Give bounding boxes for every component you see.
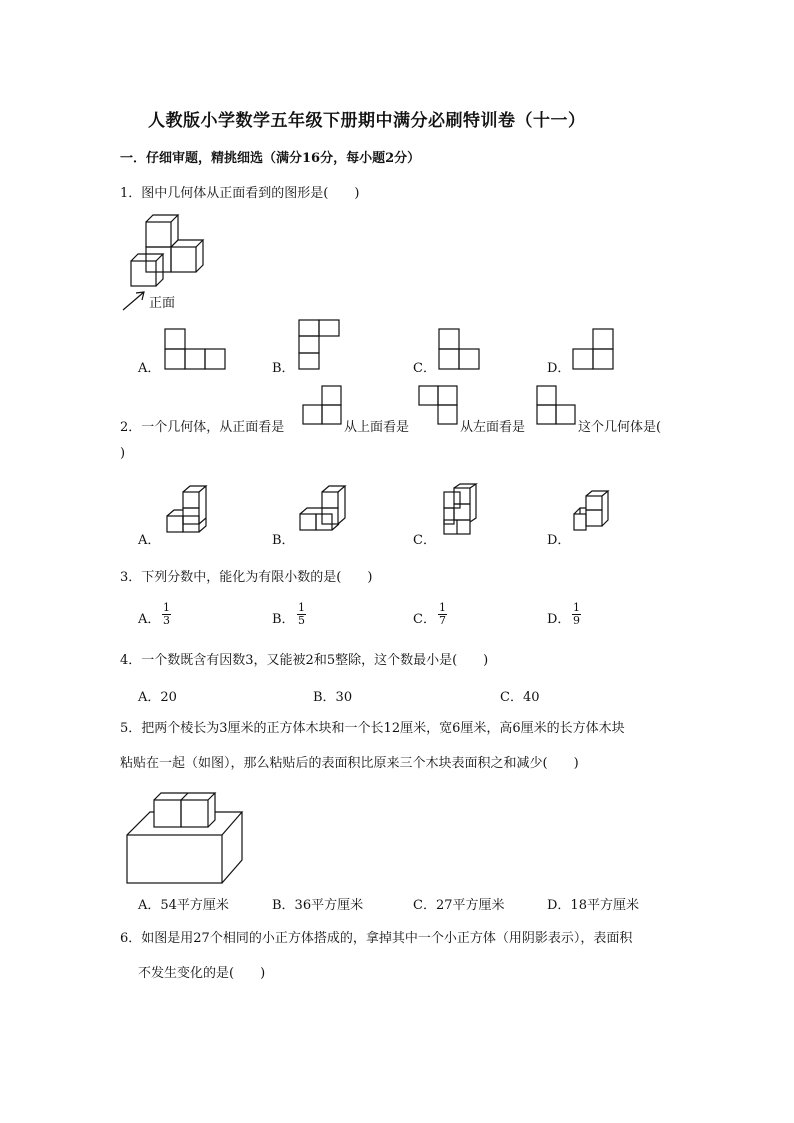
- q5-blocks-figure: [124, 790, 244, 886]
- q2-option-d[interactable]: D．: [547, 533, 571, 548]
- q2-option-c-figure: [438, 484, 483, 539]
- q4-option-c[interactable]: C．40: [500, 690, 540, 705]
- q5-option-b[interactable]: B．36平方厘米: [272, 898, 364, 913]
- page-title: 人教版小学数学五年级下册期中满分必刷特训卷（十一）: [148, 111, 586, 131]
- front-view-label: 正面: [149, 296, 176, 311]
- q1-option-c-figure: [439, 329, 481, 369]
- q3-option-b-fraction: $\frac{1}{5}$: [298, 601, 305, 627]
- question-1-text: 1．图中几何体从正面看到的图形是( ): [120, 186, 360, 201]
- question-6-line2: 不发生变化的是( ): [138, 966, 266, 981]
- q3-option-b[interactable]: B．: [272, 612, 295, 627]
- question-4-text: 4．一个数既含有因数3，又能被2和5整除，这个数最小是( ): [120, 653, 489, 668]
- q5-option-c[interactable]: C．27平方厘米: [413, 898, 505, 913]
- q2-option-b[interactable]: B．: [272, 533, 295, 548]
- q1-option-a[interactable]: A．: [138, 361, 161, 376]
- q4-option-a[interactable]: A．20: [138, 690, 177, 705]
- q2-option-b-figure: [297, 484, 352, 539]
- q3-option-d-fraction: $\frac{1}{9}$: [573, 601, 580, 627]
- q3-option-c-fraction: $\frac{1}{7}$: [439, 601, 446, 627]
- q3-option-a-fraction: $\frac{1}{3}$: [163, 601, 170, 627]
- q1-option-d-figure: [573, 329, 615, 369]
- question-6-line1: 6．如图是用27个相同的小正方体搭成的，拿掉其中一个小正方体（用阴影表示），表面积: [120, 931, 633, 946]
- q3-option-d[interactable]: D．: [547, 612, 571, 627]
- q1-option-a-figure: [165, 329, 227, 369]
- question-5-line1: 5．把两个棱长为3厘米的正方体木块和一个长12厘米，宽6厘米，高6厘米的长方体木块: [120, 721, 625, 736]
- question-2-part5: ): [120, 446, 126, 461]
- q2-option-a[interactable]: A．: [138, 533, 161, 548]
- question-2-part3: 从左面看是: [460, 420, 526, 435]
- q2-option-a-figure: [163, 484, 213, 539]
- section-heading: 一．仔细审题，精挑细选（满分16分，每小题2分）: [120, 151, 421, 166]
- question-3-text: 3．下列分数中，能化为有限小数的是( ): [120, 570, 373, 585]
- q2-front-view-figure: [302, 386, 342, 426]
- q2-left-view-figure: [536, 386, 576, 426]
- question-2-part2: 从上面看是: [344, 420, 410, 435]
- q3-option-a[interactable]: A．: [138, 612, 161, 627]
- q2-option-d-figure: [572, 488, 617, 538]
- question-2-part1: 2．一个几何体，从正面看是: [120, 420, 285, 435]
- q1-option-c[interactable]: C．: [413, 361, 436, 376]
- q1-option-d[interactable]: D．: [547, 361, 571, 376]
- q5-option-d[interactable]: D．18平方厘米: [547, 898, 639, 913]
- q4-option-b[interactable]: B．30: [313, 690, 353, 705]
- q3-option-c[interactable]: C．: [413, 612, 436, 627]
- q1-option-b-figure: [299, 320, 341, 370]
- q5-option-a[interactable]: A．54平方厘米: [138, 898, 229, 913]
- q2-option-c[interactable]: C．: [413, 533, 436, 548]
- question-2-part4: 这个几何体是(: [578, 420, 662, 435]
- q1-option-b[interactable]: B．: [272, 361, 295, 376]
- q2-top-view-figure: [418, 386, 458, 426]
- question-5-line2: 粘贴在一起（如图），那么粘贴后的表面积比原来三个木块表面积之和减少( ): [120, 756, 579, 771]
